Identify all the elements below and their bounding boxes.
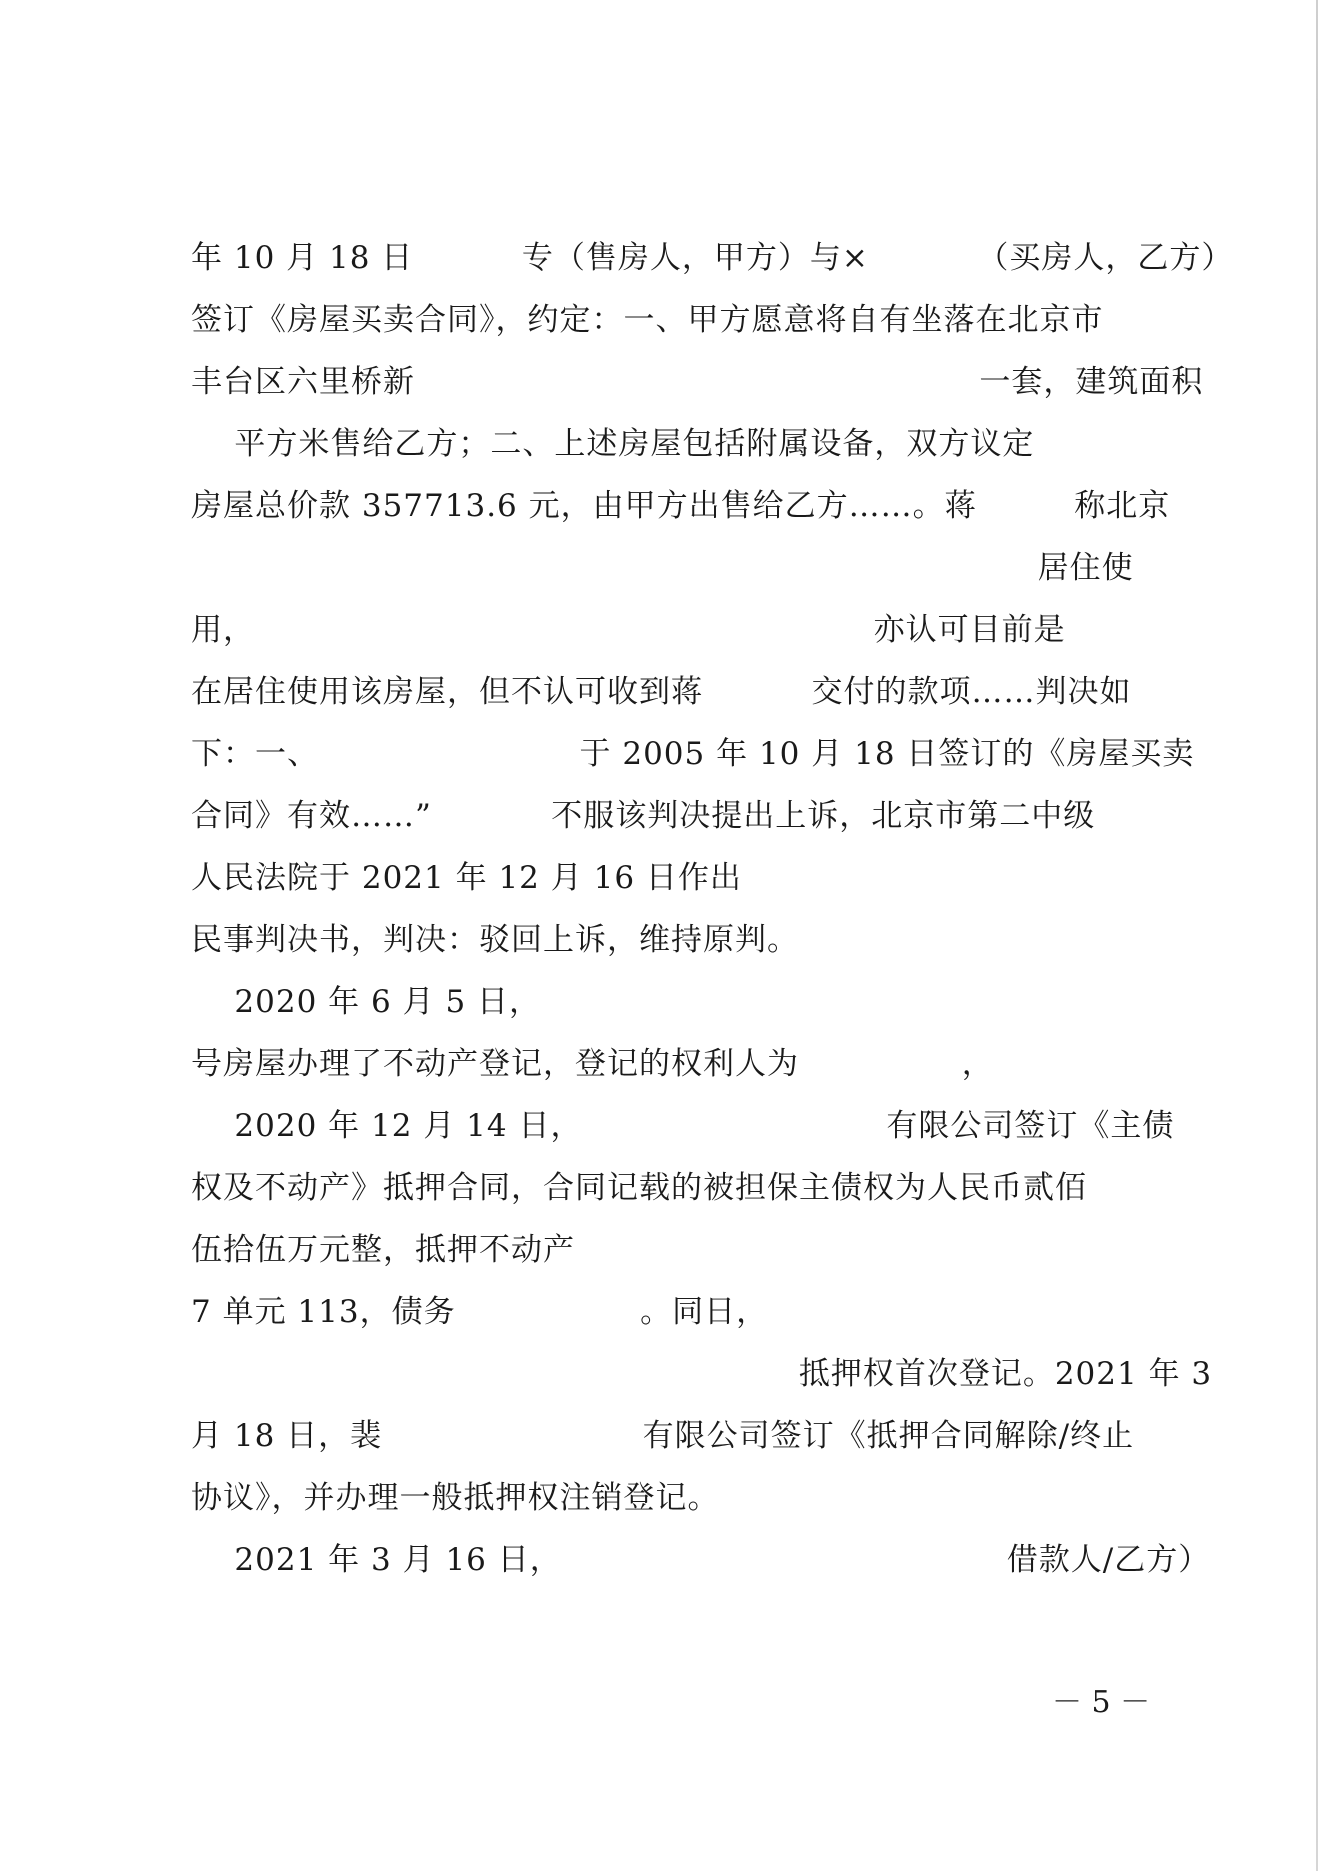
text-line: 协议》，并办理一般抵押权注销登记。 [191, 1480, 720, 1516]
text-line: 人民法院于 2021 年 12 月 16 日作出 [191, 860, 742, 896]
text-line: 权及不动产》抵押合同，合同记载的被担保主债权为人民币贰佰 [191, 1170, 1087, 1206]
page-number: － 5 － [1052, 1685, 1151, 1720]
text-line: 7 单元 113，债务 。同日， [191, 1294, 769, 1330]
text-line: 合同》有效……” 不服该判决提出上诉，北京市第二中级 [191, 798, 1096, 834]
scan-edge [1316, 0, 1318, 1871]
text-line: 用， 亦认可目前是 [191, 612, 1066, 648]
text-line: 居住使 [191, 550, 1134, 586]
text-line: 平方米售给乙方；二、上述房屋包括附属设备，双方议定 [191, 426, 1035, 462]
text-line: 下：一、 于 2005 年 10 月 18 日签订的《房屋买卖 [191, 736, 1195, 772]
text-line: 抵押权首次登记。2021 年 3 [191, 1356, 1213, 1392]
text-line: 民事判决书，判决：驳回上诉，维持原判。 [191, 922, 799, 958]
text-line: 号房屋办理了不动产登记，登记的权利人为 ， [191, 1046, 994, 1082]
text-line: 2020 年 6 月 5 日， [191, 984, 542, 1020]
text-line: 2020 年 12 月 14 日， 有限公司签订《主债 [191, 1108, 1175, 1144]
text-line: 年 10 月 18 日 专（售房人，甲方）与× （买房人，乙方） [191, 240, 1234, 276]
text-line: 2021 年 3 月 16 日， 借款人/乙方） [191, 1542, 1211, 1578]
text-line: 在居住使用该房屋，但不认可收到蒋 交付的款项……判决如 [191, 674, 1132, 710]
text-line: 丰台区六里桥新 一套，建筑面积 [191, 364, 1204, 400]
text-line: 签订《房屋买卖合同》，约定：一、甲方愿意将自有坐落在北京市 [191, 302, 1104, 338]
text-line: 房屋总价款 357713.6 元，由甲方出售给乙方……。蒋 称北京 [191, 488, 1171, 524]
text-line: 伍拾伍万元整，抵押不动产 [191, 1232, 575, 1268]
text-line: 月 18 日，裴 有限公司签订《抵押合同解除/终止 [191, 1418, 1135, 1454]
